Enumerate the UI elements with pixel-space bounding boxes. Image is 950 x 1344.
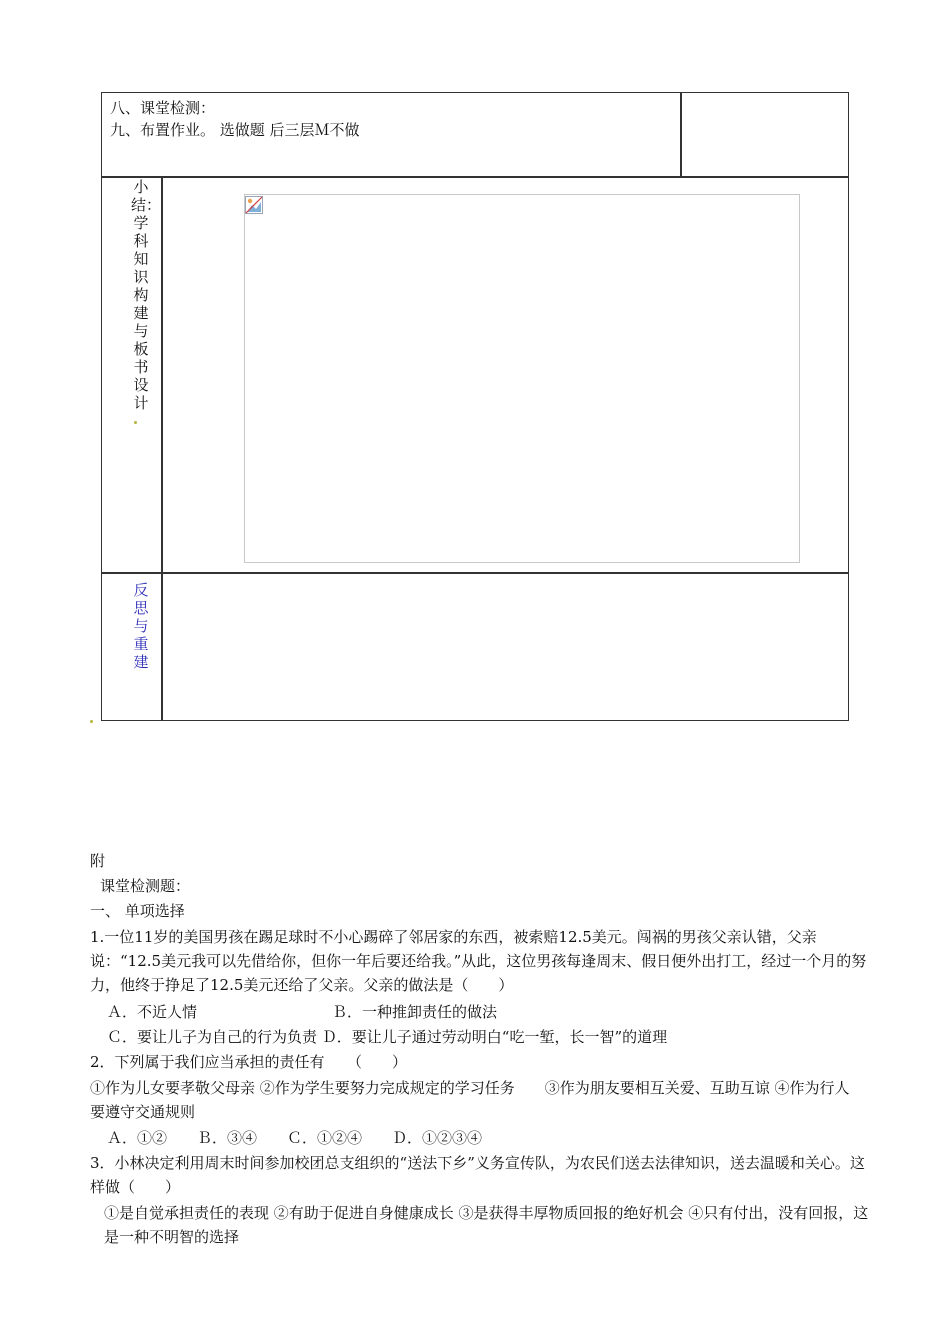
reflection-label: 反思与重建 [133,581,149,671]
question-1: 1.一位11岁的美国男孩在踢足球时不小心踢碎了邻居家的东西，被索赔12.5美元。闯祸的男孩父亲认错，父亲说：“12.5美元我可以先借给你，但你一年后要还给我。”从此，这位男孩每逢周末、假日便外出打工，经过一个月的努力，他终于挣足了12.5美元还给了父亲。父亲的做法是（ ） [90,928,867,994]
appendix-heading: 课堂检测题： [100,877,191,895]
marker-dot [90,720,93,723]
table-row-divider [101,176,849,178]
classroom-test-heading: 八、课堂检测： [110,99,216,117]
homework-line: 九、布置作业。 选做题 后三层Ｍ不做 [110,121,360,139]
table-col-divider [161,176,163,721]
question-1-options-ab: Ａ．不近人情 Ｂ．一种推卸责任的做法 [107,1003,498,1021]
table-row-divider [101,572,849,574]
question-2-items: ①作为儿女要孝敬父母亲 ②作为学生要努力完成规定的学习任务 ③作为朋友要相互关爱、互助互谅 ④作为行人要遵守交通规则 [90,1079,850,1121]
question-1-options-cd: Ｃ．要让儿子为自己的行为负责 Ｄ．要让儿子通过劳动明白“吃一堑，长一智”的道理 [107,1028,668,1046]
question-3: 3．小林决定利用周末时间参加校团总支组织的“送法下乡”义务宣传队，为农民们送去法律知识，送去温暖和关心。这样做（ ） [90,1154,865,1196]
appendix-marker: 附 [90,852,106,870]
question-3-items: ①是自觉承担责任的表现 ②有助于促进自身健康成长 ③是获得丰厚物质回报的绝好机会 ④只有付出，没有回报，这是一种不明智的选择 [104,1204,869,1246]
question-2: 2．下列属于我们应当承担的责任有 （ ） [90,1053,408,1071]
marker-dot [134,421,137,424]
section-title: 一、 单项选择 [90,902,185,920]
summary-label: 小结：学科知识构建与板书设计 [131,178,162,412]
broken-image-icon [245,196,263,214]
board-design-frame [244,194,800,563]
table-col-divider [680,92,682,177]
question-2-options: Ａ．①② Ｂ．③④ Ｃ．①②④ Ｄ．①②③④ [107,1129,483,1147]
